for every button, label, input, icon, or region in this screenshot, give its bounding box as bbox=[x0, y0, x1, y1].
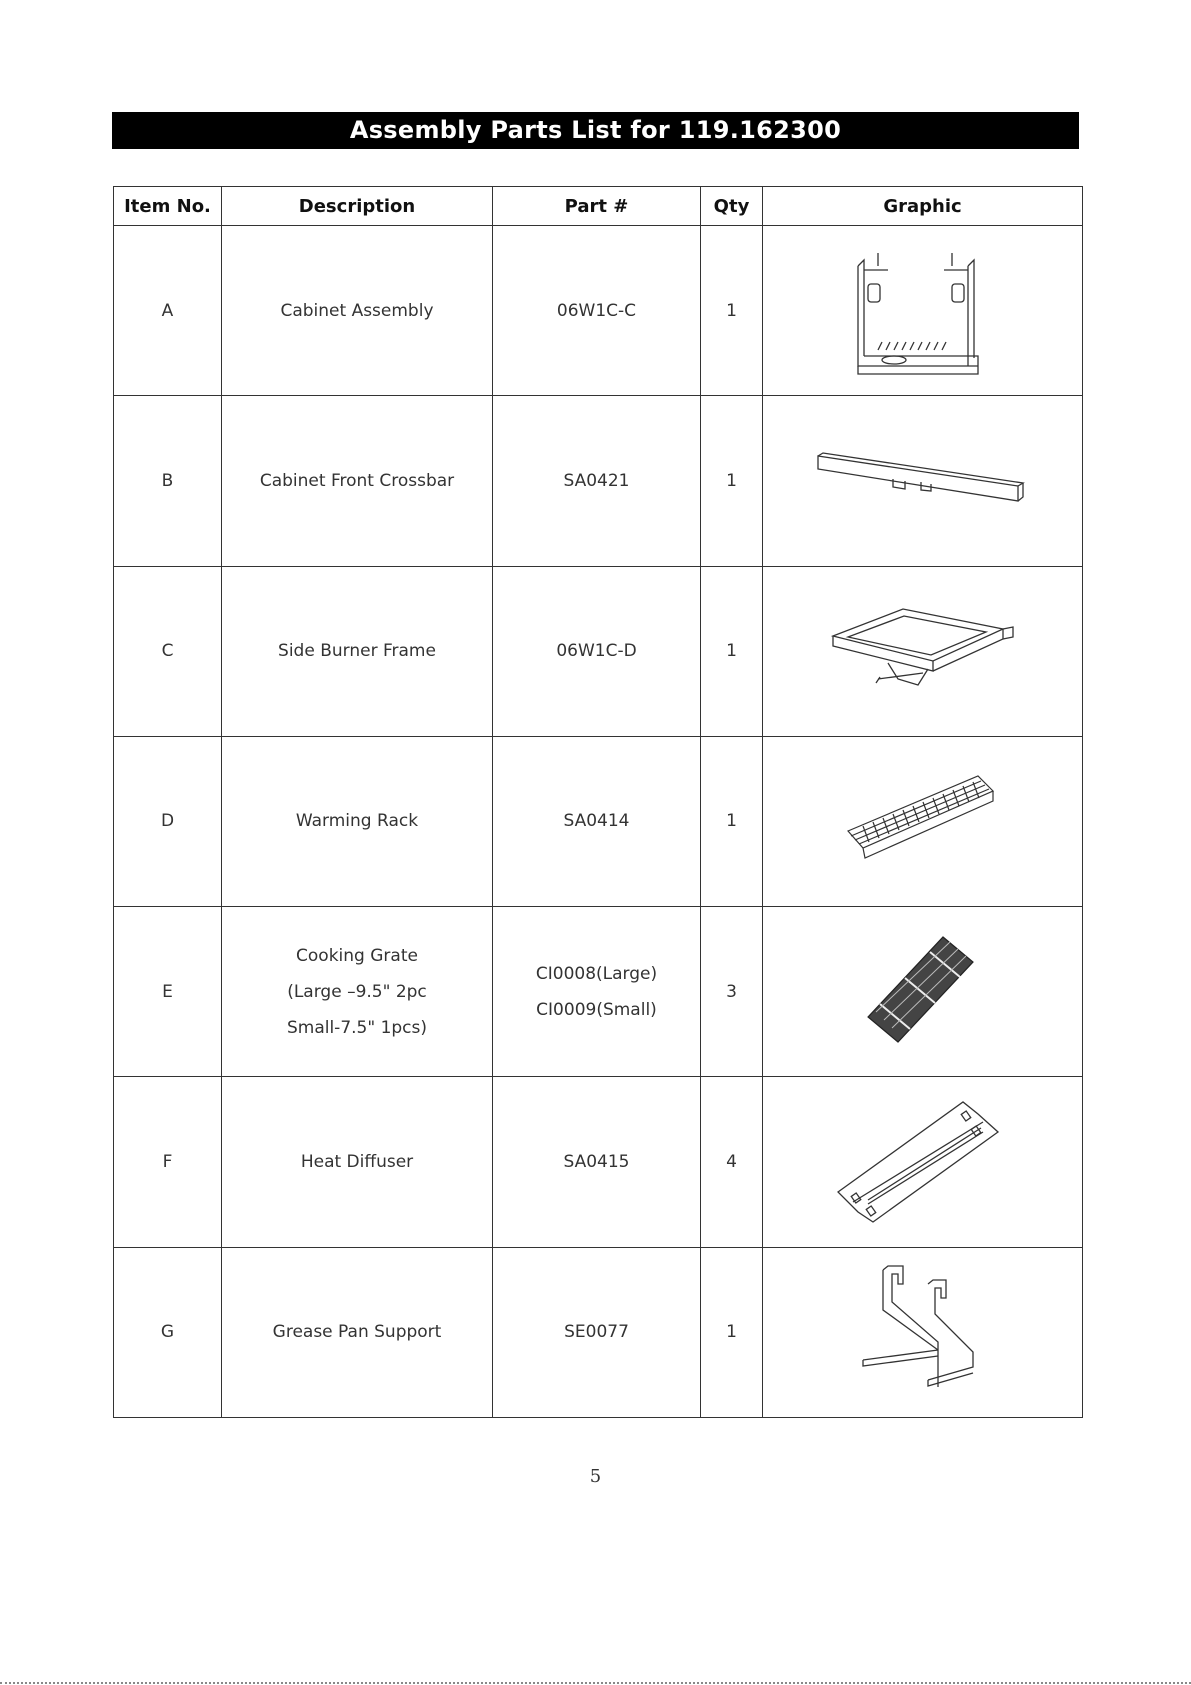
item-no-cell: D bbox=[114, 736, 222, 906]
side-burner-frame-icon bbox=[828, 601, 1018, 701]
cooking-grate-icon bbox=[858, 932, 988, 1052]
page-number: 5 bbox=[589, 1466, 602, 1487]
parts-table bbox=[113, 186, 1083, 1418]
qty-cell: 1 bbox=[701, 566, 763, 736]
description-line: (Large –9.5" 2pc bbox=[287, 981, 427, 1002]
description-cell bbox=[222, 1077, 493, 1247]
description-line: Side Burner Frame bbox=[278, 641, 436, 662]
graphic-cell bbox=[763, 226, 1083, 396]
part-number-cell bbox=[493, 1247, 701, 1417]
part-number-cell bbox=[493, 1077, 701, 1247]
warming-rack-icon bbox=[843, 766, 1003, 876]
graphic-cell bbox=[763, 907, 1083, 1077]
graphic-cell bbox=[763, 396, 1083, 566]
cabinet-assembly-icon bbox=[848, 246, 998, 376]
header-item-no: Item No. bbox=[114, 187, 222, 226]
table-row bbox=[114, 566, 1083, 736]
grease-pan-support-icon bbox=[858, 1262, 988, 1402]
description-cell bbox=[222, 396, 493, 566]
item-no-cell: C bbox=[114, 566, 222, 736]
qty-cell: 1 bbox=[701, 1247, 763, 1417]
description-cell bbox=[222, 1247, 493, 1417]
description-line: Cooking Grate bbox=[296, 945, 418, 966]
graphic-cell bbox=[763, 1247, 1083, 1417]
qty-cell: 3 bbox=[701, 907, 763, 1077]
part-number-line: SA0414 bbox=[563, 811, 630, 832]
table-row bbox=[114, 907, 1083, 1077]
part-number-cell bbox=[493, 226, 701, 396]
table-row bbox=[114, 736, 1083, 906]
header-qty: Qty bbox=[701, 187, 763, 226]
qty-cell: 1 bbox=[701, 396, 763, 566]
part-number-line: SA0415 bbox=[563, 1152, 630, 1173]
bottom-divider bbox=[0, 1682, 1191, 1684]
graphic-cell bbox=[763, 566, 1083, 736]
part-number-cell bbox=[493, 396, 701, 566]
description-line: Heat Diffuser bbox=[300, 1152, 414, 1173]
part-number-cell bbox=[493, 907, 701, 1077]
description-line: Grease Pan Support bbox=[272, 1322, 442, 1343]
qty-cell: 4 bbox=[701, 1077, 763, 1247]
header-graphic: Graphic bbox=[763, 187, 1083, 226]
item-no-cell: E bbox=[114, 907, 222, 1077]
part-number-cell bbox=[493, 736, 701, 906]
part-number-line: 06W1C-D bbox=[556, 641, 637, 662]
description-cell bbox=[222, 226, 493, 396]
header-part-number: Part # bbox=[493, 187, 701, 226]
part-number-line: 06W1C-C bbox=[556, 300, 637, 321]
part-number-line: CI0009(Small) bbox=[536, 999, 657, 1020]
header-description: Description bbox=[222, 187, 493, 226]
graphic-cell bbox=[763, 1077, 1083, 1247]
description-line: Cabinet Front Crossbar bbox=[259, 470, 455, 491]
table-header-row bbox=[114, 187, 1083, 226]
part-number-cell bbox=[493, 566, 701, 736]
item-no-cell: A bbox=[114, 226, 222, 396]
description-cell bbox=[222, 907, 493, 1077]
part-number-line: CI0008(Large) bbox=[535, 963, 658, 984]
page-title: Assembly Parts List for 119.162300 bbox=[112, 112, 1079, 149]
item-no-cell: B bbox=[114, 396, 222, 566]
qty-cell: 1 bbox=[701, 736, 763, 906]
part-number-line: SE0077 bbox=[564, 1322, 629, 1343]
table-row bbox=[114, 396, 1083, 566]
description-line: Cabinet Assembly bbox=[280, 300, 434, 321]
graphic-cell bbox=[763, 736, 1083, 906]
description-cell bbox=[222, 736, 493, 906]
item-no-cell: G bbox=[114, 1247, 222, 1417]
qty-cell: 1 bbox=[701, 226, 763, 396]
description-line: Small-7.5" 1pcs) bbox=[286, 1017, 428, 1038]
table-row bbox=[114, 226, 1083, 396]
table-row bbox=[114, 1077, 1083, 1247]
table-row bbox=[114, 1247, 1083, 1417]
part-number-line: SA0421 bbox=[563, 470, 630, 491]
item-no-cell: F bbox=[114, 1077, 222, 1247]
heat-diffuser-icon bbox=[833, 1092, 1013, 1232]
description-cell bbox=[222, 566, 493, 736]
crossbar-icon bbox=[813, 451, 1033, 511]
description-line: Warming Rack bbox=[295, 811, 419, 832]
